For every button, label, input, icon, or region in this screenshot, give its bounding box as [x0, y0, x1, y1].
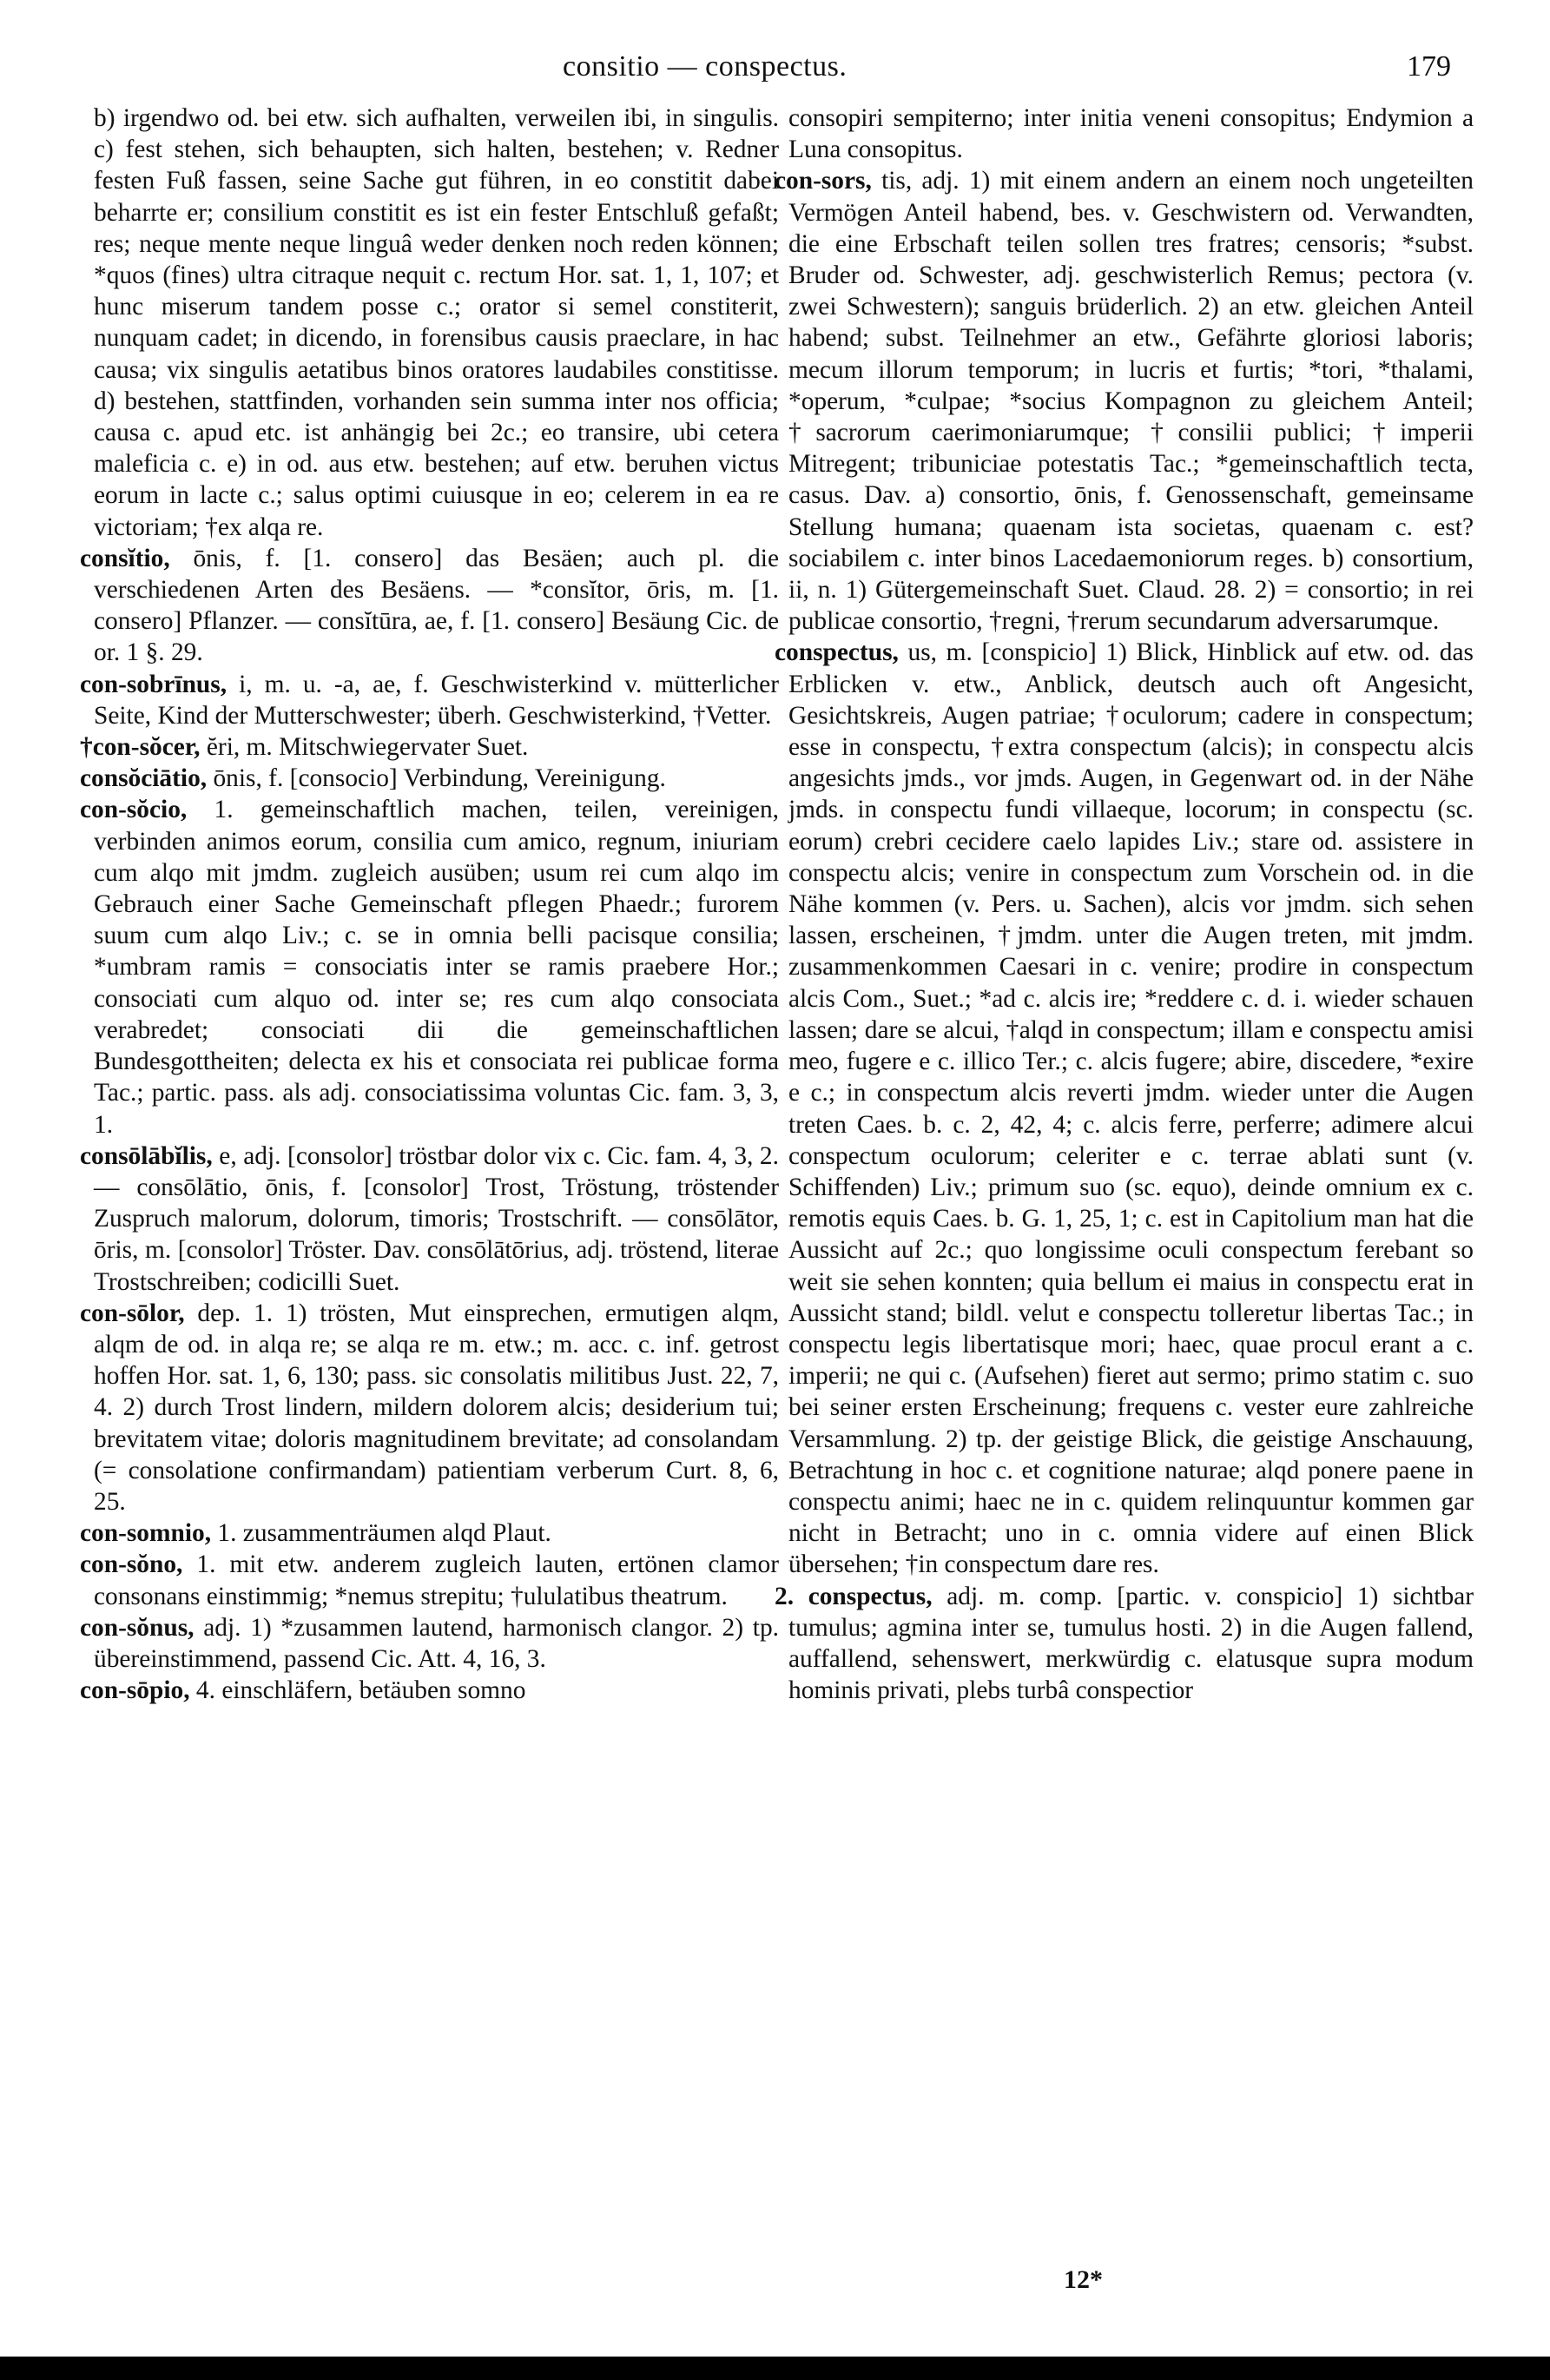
entry-body: i, m. u. -a, ae, f. Geschwisterkind v. mütterlicher Seite, Kind der Mutterschwester; überh. Geschwisterkind, †Vetter. — [94, 670, 779, 730]
headword: con-sōlor, — [80, 1299, 185, 1327]
right-column — [775, 102, 1474, 1706]
running-head: consitio — conspectus. — [563, 50, 848, 83]
headword: consĭtio, — [80, 544, 170, 572]
dictionary-entry-consocio — [80, 794, 779, 1140]
dictionary-entry-consomnio — [80, 1517, 779, 1549]
dictionary-entry-consolabilis — [80, 1140, 779, 1298]
entry-body: 1. zusammenträumen alqd Plaut. — [217, 1519, 551, 1548]
headword: consŏciātio, — [80, 764, 208, 793]
entry-continuation: b) irgendwo od. bei etw. sich aufhalten, verweilen ibi, in singulis. c) fest stehen, sich behaupten, sich halten, bestehen; v. Redner festen Fuß fassen, seine Sache gut führen, in eo constitit dabei beharrte er; consilium constitit es ist ein fester Entschluß gefaßt; res; neque mente neque linguâ weder denken noch reden können; *quos (fines) ultra citraque nequit c. rectum Hor. sat. 1, 1, 107; et hunc miserum tandem posse c.; orator si semel constiterit, nunquam cadet; in dicendo, in forensibus causis praeclare, in hac causa; vix singulis aetatibus binos oratores laudabiles constitisse. d) bestehen, stattfinden, vorhanden sein summa inter nos officia; causa c. apud etc. ist anhängig bei 2c.; eo transire, ubi cetera maleficia c. e) in od. aus etw. bestehen; auf etw. beruhen victus eorum in lacte c.; salus optimi cuiusque in eo; celerem in ea re victoriam; †ex alqa re. — [94, 104, 779, 541]
entry-continuation: consopiri sempiterno; inter initia veneni consopitus; Endymion a Luna consopitus. — [788, 104, 1474, 164]
dictionary-entry-consono — [80, 1549, 779, 1611]
headword: con-sŏnus, — [80, 1613, 195, 1642]
headword: conspectus, — [775, 638, 899, 667]
headword: con-somnio, — [80, 1519, 212, 1548]
entry-body: ōnis, f. [consocio] Verbindung, Vereinigung. — [213, 764, 666, 793]
entry-body: adj. 1) *zusammen lautend, harmonisch clangor. 2) tp. übereinstimmend, passend Cic. Att. 4, 16, 3. — [94, 1613, 779, 1673]
headword: consōlābĭlis, — [80, 1141, 213, 1170]
left-column — [80, 102, 779, 1706]
dictionary-entry-consopio — [80, 1675, 779, 1706]
dictionary-entry-consitio — [80, 543, 779, 669]
headword: con-sŏcio, — [80, 796, 188, 824]
scan-border — [0, 2357, 1550, 2380]
page-number: 179 — [1407, 50, 1451, 83]
entry-body: dep. 1. 1) trösten, Mut einsprechen, ermutigen alqm, alqm de od. in alqa re; se alqa re m. etw.; m. acc. c. inf. getrost hoffen Hor. sat. 1, 6, 130; pass. sic consolatis militibus Just. 22, 7, 4. 2) durch Trost lindern, mildern dolorem alcis; desiderium tui; brevitatem vitae; doloris magnitudinem brevitate; ad consolandam (= consolatione confirmandam) patientiam verberum Curt. 8, 6, 25. — [94, 1299, 779, 1516]
headword: 2. conspectus, — [775, 1582, 933, 1610]
dictionary-entry-consolor — [80, 1298, 779, 1517]
headword: con-sors, — [775, 167, 872, 195]
dictionary-entry-consors — [775, 165, 1474, 637]
entry-body: adj. m. comp. [partic. v. conspicio] 1) sichtbar tumulus; agmina inter se, tumulus hosti. 2) in die Augen fallend, auffallend, sehenswert, merkwürdig c. elatusque supra modum hominis privati, plebs turbâ conspectior — [788, 1582, 1474, 1705]
entry-body: 4. einschläfern, betäuben somno — [195, 1676, 526, 1705]
headword: †con-sŏcer, — [80, 733, 201, 762]
page-header — [0, 45, 1550, 89]
headword: con-sŏno, — [80, 1550, 183, 1579]
entry-body: us, m. [conspicio] 1) Blick, Hinblick auf etw. od. das Erblicken v. etw., Anblick, deutsch auch oft Angesicht, Gesichtskreis, Augen patriae; †oculorum; cadere in conspectum; esse in conspectu, †extra conspectum (alcis); in conspectu alcis angesichts jmds., vor jmds. Augen, in Gegenwart od. in der Nähe jmds. in conspectu fundi villaeque, locorum; in conspectu (sc. eorum) crebri cecidere caelo lapides Liv.; stare od. assistere in conspectu alcis; venire in conspectum zum Vorschein od. in die Nähe kommen (v. Pers. u. Sachen), alcis vor jmdm. sich sehen lassen, erscheinen, †jmdm. unter die Augen treten, mit jmdm. zusammenkommen Caesari in c. venire; prodire in conspectum alcis Com., Suet.; *ad c. alcis ire; *reddere c. d. i. wieder schauen lassen; dare se alcui, †alqd in conspectum; illam e conspectu amisi meo, fugere e c. illico Ter.; c. alcis fugere; abire, discedere, *exire e c.; in conspectum alcis reverti jmdm. wieder unter die Augen treten Caes. b. c. 2, 42, 4; c. alcis ferre, perferre; adimere alcui conspectum oculorum; celeriter e c. terrae ablati sunt (v. Schiffenden) Liv.; primum suo (sc. equo), deinde omnium ex c. remotis equis Caes. b. G. 1, 25, 1; c. est in Capitolium man hat die Aussicht auf 2c.; quo longissime oculi conspectum ferebant so weit sie sehen konnten; quia bellum ei maius in conspectu erat in Aussicht stand; bildl. velut e conspectu tolleretur libertas Tac.; in conspectu legis libertatisque mori; haec, quae procul erant a c. imperii; ne qui c. (Aufsehen) fieret aut sermo; primo statim c. suo bei seiner ersten Erscheinung; frequens c. vester eure zahlreiche Versammlung. 2) tp. der geistige Blick, die geistige Anschauung, Betrachtung in hoc c. et cognitione naturae; alqd ponere paene in conspectu animi; haec ne in c. quidem relinquuntur kommen gar nicht in Betracht; uno in c. omnia videre auf einen Blick übersehen; †in conspectum dare res. — [788, 638, 1474, 1579]
entry-body: 1. mit etw. anderem zugleich lauten, ertönen clamor consonans einstimmig; *nemus strepitu; †ululatibus theatrum. — [94, 1550, 779, 1610]
entry-body: 1. gemeinschaftlich machen, teilen, vereinigen, verbinden animos eorum, consilia cum amico, regnum, iniuriam cum alqo mit jmdm. zugleich ausüben; usum rei cum alqo im Gebrauch einer Sache Gemeinschaft pflegen Phaedr.; furorem suum cum alqo Liv.; c. se in omnia belli pacisque consilia; *umbram ramis = consociatis inter se ramis praebere Hor.; consociati cum alquo od. inter se; res cum alqo consociata verabredet; consociati dii die gemeinschaftlichen Bundesgottheiten; delecta ex his et consociata rei publicae forma Tac.; partic. pass. als adj. consociatissima voluntas Cic. fam. 3, 3, 1. — [94, 796, 780, 1139]
headword: con-sōpio, — [80, 1676, 190, 1705]
dictionary-entry-consonus — [80, 1612, 779, 1675]
entry-body: ĕri, m. Mitschwiegervater Suet. — [206, 733, 529, 762]
dictionary-entry-conspectus-2 — [775, 1581, 1474, 1707]
dictionary-entry-conspectus — [775, 637, 1474, 1580]
entry-body: tis, adj. 1) mit einem andern an einem noch ungeteilten Vermögen Anteil habend, bes. v. Geschwistern od. Verwandten, die eine Erbschaft teilen sollen tres fratres; censoris; *subst. Bruder od. Schwester, adj. geschwisterlich Remus; pectora (v. zwei Schwestern); sanguis brüderlich. 2) an etw. gleichen Anteil habend; subst. Teilnehmer an etw., Gefährte gloriosi laboris; mecum illorum temporum; in lucris et furtis; *tori, *thalami, *operum, *culpae; *socius Kompagnon zu gleichem Anteil; †sacrorum caerimoniarumque; †consilii publici; †imperii Mitregent; tribuniciae potestatis Tac.; *gemeinschaftlich tecta, casus. Dav. a) consortio, ōnis, f. Genossenschaft, gemeinsame Stellung humana; quaenam ista societas, quaenam c. est? sociabilem c. inter binos Lacedaemoniorum reges. b) consortium, ii, n. 1) Gütergemeinschaft Suet. Claud. 28. 2) = consortio; in rei publicae consortio, †regni, †rerum secundarum adversarumque. — [788, 167, 1474, 636]
signature-mark: 12* — [1064, 2265, 1103, 2294]
entry-body: ōnis, f. [1. consero] das Besäen; auch pl. die verschiedenen Arten des Besäens. — *consĭtor, ōris, m. [1. consero] Pflanzer. — consĭtūra, ae, f. [1. consero] Besäung Cic. de or. 1 §. 29. — [94, 544, 779, 667]
dictionary-entry-consobrinus — [80, 669, 779, 731]
headword: con-sobrīnus, — [80, 670, 228, 698]
dictionary-entry-consocer — [80, 731, 779, 763]
dictionary-entry-consociatio — [80, 763, 779, 794]
entry-body: e, adj. [consolor] tröstbar dolor vix c. Cic. fam. 4, 3, 2. — consōlātio, ōnis, f. [consolor] Trost, Tröstung, tröstender Zuspruch malorum, dolorum, timoris; Trostschrift. — consōlātor, ōris, m. [consolor] Tröster. Dav. consōlātōrius, adj. tröstend, literae Trostschreiben; codicilli Suet. — [94, 1141, 779, 1296]
